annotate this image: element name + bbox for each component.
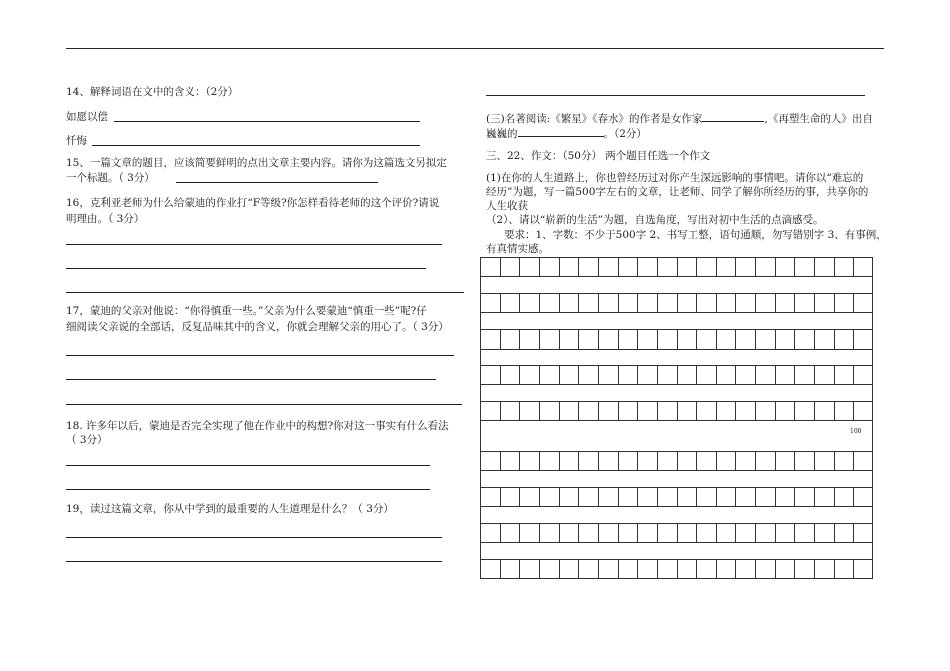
famous-works-text-1: (三)名著阅读:《繁星》《春水》的作者是女作家	[486, 113, 703, 125]
q16-answer-line-3[interactable]	[66, 292, 464, 293]
question-18-line2: （ 3分）	[66, 434, 108, 446]
right-top-answer-line[interactable]	[486, 95, 865, 96]
q18-answer-line-1[interactable]	[66, 465, 430, 466]
q16-answer-line-2[interactable]	[66, 268, 426, 269]
famous-works-text-4: 。（2分）	[603, 128, 647, 140]
question-14: 14、解释词语在文中的含义：（2分）	[66, 86, 239, 98]
requirements-line2: 有真情实感。	[486, 243, 549, 255]
question-19: 19，读过这篇文章，你从中学到的最重要的人生道理是什么？（ 3分）	[66, 503, 394, 515]
question-16-line2: 明理由。（ 3分）	[66, 213, 145, 225]
question-15-line1: 15、一篇文章的题目，应该简要鲜明的点出文章主要内容。请你为这篇选文另拟定	[66, 157, 447, 169]
q19-answer-line-1[interactable]	[66, 537, 442, 538]
source-blank[interactable]	[518, 125, 604, 137]
q17-answer-line-2[interactable]	[66, 379, 436, 380]
prompt-1-line3: 人生收获	[486, 200, 528, 212]
q14-item-2-label: 忏悔	[66, 135, 87, 147]
question-18-line1: 18. 许多年以后，蒙迪是否完全实现了他在作业中的构想?你对这一事实有什么看法	[66, 420, 449, 432]
question-16-line1: 16，克利亚老师为什么给蒙迪的作业打“F等级?你怎样看待老师的这个评价?请说	[66, 197, 440, 209]
grid-count-marker: 100	[850, 428, 862, 435]
essay-section-title: 三、22、作文：（50分） 两个题目任选一个作文	[486, 150, 711, 162]
author-blank[interactable]	[702, 110, 764, 122]
question-15-line2: 一个标题。（ 3分）	[66, 172, 155, 184]
composition-grid[interactable]	[480, 257, 873, 579]
famous-works-line2	[486, 125, 647, 142]
q14-item-2-answer-line[interactable]	[92, 145, 420, 146]
q14-item-1-label: 如愿以偿	[66, 111, 108, 123]
q15-answer-line[interactable]	[176, 182, 378, 183]
famous-works-text-2: ,《再塑生命的人》出自	[764, 113, 873, 125]
requirements-line1: 要求：1、字数：不少于500字 2、书写工整，语句通顺，勿写错别字 3、有事例，	[504, 229, 887, 241]
q19-answer-line-2[interactable]	[66, 561, 442, 562]
top-rule	[66, 48, 884, 49]
q18-answer-line-2[interactable]	[66, 489, 430, 490]
composition-grid-svg	[480, 257, 873, 579]
q16-answer-line-1[interactable]	[66, 244, 442, 245]
q14-item-1-answer-line[interactable]	[114, 121, 420, 122]
famous-works-text-3: 巍巍的	[486, 128, 518, 140]
question-17-line1: 17，蒙迪的父亲对他说：“你得慎重一些。”父亲为什么要蒙迪“慎重一些”呢?仔	[66, 305, 427, 317]
q17-answer-line-3[interactable]	[66, 404, 462, 405]
prompt-1-line1: (1)在你的人生道路上，你也曾经历过对你产生深远影响的事情吧。请你以“难忘的	[486, 172, 864, 184]
q17-answer-line-1[interactable]	[66, 355, 454, 356]
prompt-1-line2: 经历”为题，写一篇500字左右的文章，让老师、同学了解你所经历的事，共享你的	[486, 186, 869, 198]
question-17-line2: 细阅读父亲说的全部话，反复品味其中的含义，你就会理解父亲的用心了。（ 3分）	[66, 321, 449, 333]
prompt-2: （2）、请以“崭新的生活”为题，自选角度，写出对初中生活的点滴感受。	[486, 214, 824, 226]
